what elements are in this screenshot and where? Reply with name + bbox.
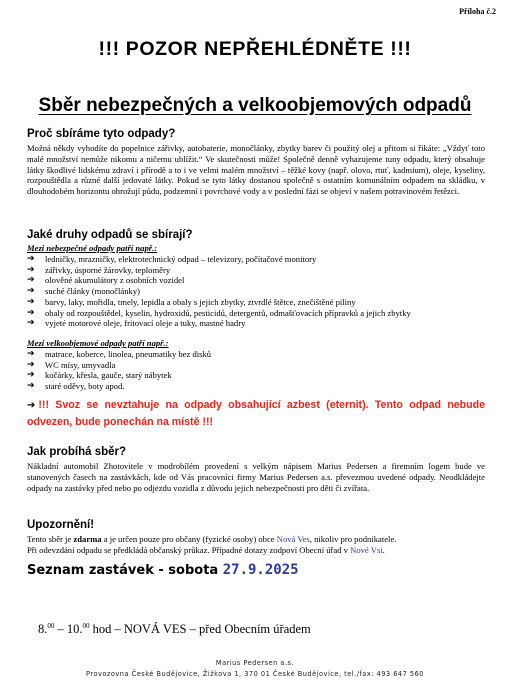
list-item — [27, 318, 492, 329]
arrow-right-icon: ➔ — [27, 381, 35, 392]
list-item-text: WC mísy, umyvadla — [45, 359, 116, 370]
schedule-row — [38, 622, 311, 637]
footer-company: Marius Pedersen a.s. — [215, 659, 295, 667]
list-item-text: kočárky, křesla, gauče, starý nábytek — [45, 370, 172, 381]
sub-title: Sběr nebezpečných a velkoobjemových odpadů — [38, 95, 472, 116]
notice-text-3: , nikoliv pro podnikatele. — [309, 534, 397, 544]
notice-paragraph — [27, 534, 485, 556]
stops-heading — [27, 562, 299, 578]
stops-label: Seznam zastávek - sobota — [27, 563, 219, 578]
list-item — [27, 360, 492, 371]
arrow-right-icon: ➔ — [27, 254, 35, 264]
list-item — [27, 370, 492, 381]
arrow-right-icon: ➔ — [27, 296, 35, 307]
end-hour: 10. — [66, 622, 83, 637]
annex-label: Příloha č.2 — [459, 7, 496, 16]
list-item-text: zářivky, úsporné žárovky, teploměry — [45, 264, 171, 275]
schedule-place: hod – NOVÁ VES – před Obecním úřadem — [89, 622, 311, 637]
list-item — [27, 286, 492, 297]
list-item-text: ledničky, mrazničky, elektrotechnický odpad – televizory, počítačové monitory — [45, 254, 317, 264]
arrow-right-icon: ➔ — [27, 400, 36, 411]
start-minutes: 00 — [47, 622, 55, 630]
arrow-right-icon: ➔ — [27, 318, 35, 329]
arrow-right-icon: ➔ — [27, 264, 35, 275]
notice-town: Nová Ves — [276, 534, 310, 544]
how-heading: Jak probíhá sběr? — [27, 446, 127, 458]
notice-text-1: Tento sběr je — [27, 534, 74, 544]
list-item-text: staré oděvy, boty apod. — [45, 381, 125, 392]
list-item-text: obaly od rozpouštědel, kyselin, hydroxidů, pesticidů, detergentů, odmašťovacích přípravků a jejich zbytky — [45, 307, 411, 318]
why-paragraph: Možná někdy vyhodíte do popelnice zářivky, autobaterie, monočlánky, zbytky barev či použitý olej a přitom si řikáte: „Vždyť toto malé množství nemůže nikomu a ničemu ublížit.“ Ve skutečnosti může! Společně denně vyhazujeme tuny odpadu, který obsahuje látky škodlivé lidskému zdraví i přírodě a to i ve velmi malém množství – těžké kovy (např. olovo, rtuť, kadmium), oleje, kyseliny, rozpouštědla a různé další jedovaté látky. Pokud se tyto látky dostanou společně s ostatním komunálním odpadem na skládku, v dlouhodobém horizontu ohrožují půdu, podzemní i povrchové vody a v poslední fázi se objeví v našem potravinovém řetězci. — [27, 143, 485, 197]
list-item — [27, 254, 492, 265]
arrow-right-icon: ➔ — [27, 286, 35, 297]
arrow-right-icon: ➔ — [27, 307, 35, 318]
end-minutes: 00 — [82, 622, 90, 630]
hazardous-label: Mezi nebezpečné odpady patří např.: — [27, 243, 158, 253]
list-item-text: vyjeté motorové oleje, fritovací oleje a tuky, mastné hadry — [45, 318, 246, 329]
list-item — [27, 381, 492, 392]
time-dash: – — [54, 622, 67, 637]
main-title: !!! POZOR NEPŘEHLÉDNĚTE !!! — [98, 38, 412, 60]
how-paragraph: Nákladní automobil Zhotovitele v modrobílém provedení s velkým nápisem Marius Pedersen a firemním logem bude ve stanovených časech na zastávkách, kde od Vás pracovníci firmy Marius Pedersen a.s. převezmou uvedené odpady. Neodkládejte odpady na zastávky před nebo po odjezdu vozidla z důvodu jejich nebezpečnosti pro děti či zvířata. — [27, 461, 485, 493]
start-hour: 8. — [38, 622, 48, 637]
notice-text-4: Při odevzdání odpadu se předkládá občanský průkaz. Případné dotazy zodpoví Obecní úřad v — [27, 544, 351, 555]
notice-town-2: Nové Vsi — [350, 544, 383, 555]
notice-text-5: . — [382, 544, 385, 555]
notice-free: zdarma — [73, 534, 102, 544]
notice-text-2: a je určen pouze pro občany (fyzické osoby) obce — [101, 534, 277, 544]
list-item-text: olověné akumulátory z osobních vozidel — [45, 275, 185, 286]
notice-heading: Upozornění! — [27, 519, 95, 531]
list-item-text: matrace, koberce, linolea, pneumatiky bez disků — [45, 349, 212, 359]
hazardous-list — [27, 254, 492, 329]
arrow-right-icon: ➔ — [27, 370, 35, 381]
types-heading: Jaké druhy odpadů se sbírají? — [27, 229, 193, 241]
bulky-list — [27, 349, 492, 392]
arrow-right-icon: ➔ — [27, 359, 35, 370]
list-item — [27, 265, 492, 276]
asbestos-warning — [27, 397, 485, 431]
stops-date: 27.9.2025 — [222, 562, 299, 578]
footer-address: Provozovna České Budějovice, Žižkova 1, 370 01 České Budějovice, tel./fax: 493 647 560 — [86, 670, 424, 678]
list-item-text: barvy, laky, mořidla, tmely, lepidla a obaly s jejich zbytky, ztvrdlé štětce, znečištěné piliny — [45, 296, 356, 307]
arrow-right-icon: ➔ — [27, 275, 35, 286]
why-heading: Proč sbíráme tyto odpady? — [27, 128, 176, 140]
list-item — [27, 275, 492, 286]
asbestos-warning-text: !!! Svoz se nevztahuje na odpady obsahující azbest (eternit). Tento odpad nebude odvezen, bude ponechán na místě !!! — [27, 399, 485, 428]
arrow-right-icon: ➔ — [27, 349, 35, 359]
list-item-text: suché články (monočlánky) — [45, 286, 140, 297]
list-item — [27, 349, 492, 360]
list-item — [27, 308, 492, 319]
list-item — [27, 297, 492, 308]
bulky-label: Mezi velkoobjemové odpady patří např.: — [27, 338, 169, 348]
